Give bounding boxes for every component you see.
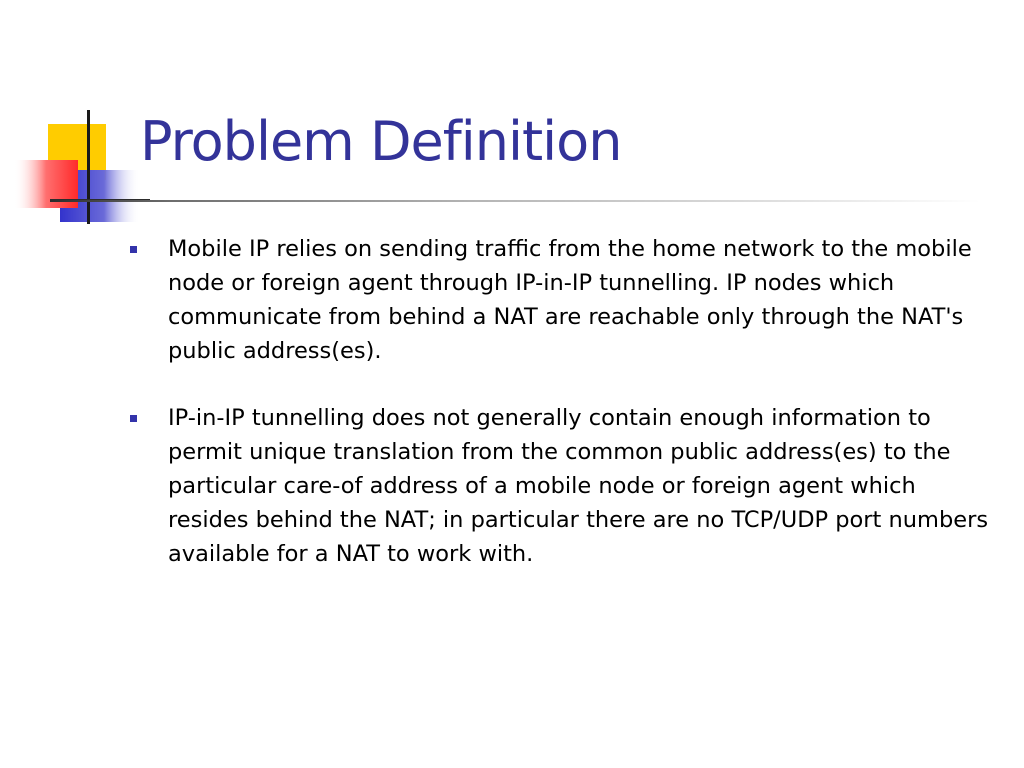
square-bullet-icon [130, 415, 137, 422]
bullet-text: Mobile IP relies on sending traffic from the home network to the mobile node or foreign agent through IP-in-IP tunnelling. IP nodes which communicate from behind a NAT are reachable only through the NAT's public address(es). [168, 236, 972, 364]
bullet-text: IP-in-IP tunnelling does not generally contain enough information to permit unique translation from the common public address(es) to the particular care-of address of a mobile node or foreign agent which resides behind the NAT; in particular there are no TCP/UDP port numbers available for a NAT to work with. [168, 405, 989, 567]
title-divider [50, 200, 980, 202]
bullet-list [130, 232, 1000, 604]
overlapping-squares-logo-icon [0, 0, 150, 230]
square-bullet-icon [130, 246, 137, 253]
slide-title: Problem Definition [140, 110, 622, 173]
bullet-item [130, 232, 1000, 368]
bullet-item [130, 401, 1000, 571]
